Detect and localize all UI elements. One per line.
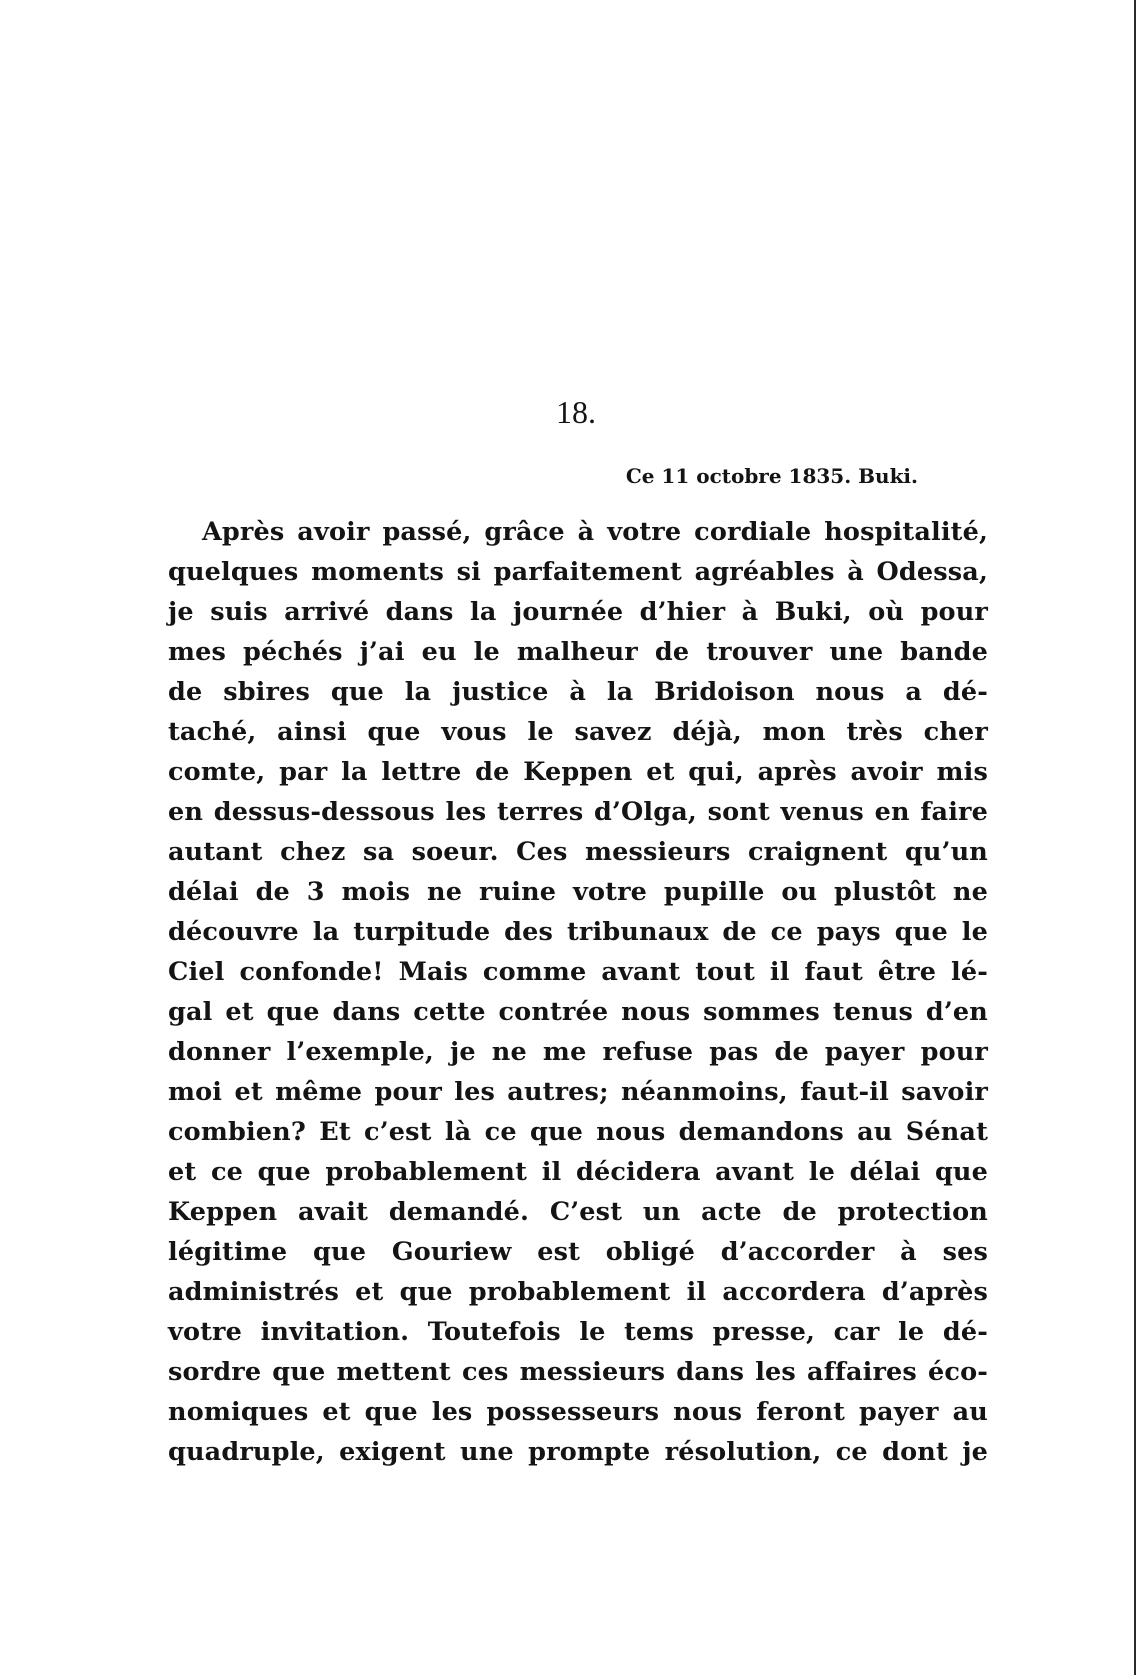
text-line: Après avoir passé, grâce à votre cordiale hospitalité, xyxy=(202,517,988,547)
text-line: délai de 3 mois ne ruine votre pupille ou plustôt ne xyxy=(168,877,988,907)
text-line: Ciel confonde! Mais comme avant tout il faut être lé- xyxy=(168,957,988,987)
text-line: votre invitation. Toutefois le tems presse, car le dé- xyxy=(168,1317,988,1347)
text-line: et ce que probablement il décidera avant le délai que xyxy=(168,1157,988,1187)
text-line: de sbires que la justice à la Bridoison nous a dé- xyxy=(168,677,988,707)
text-line: sordre que mettent ces messieurs dans les affaires éco- xyxy=(168,1357,988,1387)
text-line: nomiques et que les possesseurs nous feront payer au xyxy=(168,1397,988,1427)
text-line: mes péchés j’ai eu le malheur de trouver une bande xyxy=(168,637,988,667)
text-line: Keppen avait demandé. C’est un acte de protection xyxy=(168,1197,988,1227)
text-line: taché, ainsi que vous le savez déjà, mon très cher xyxy=(168,717,988,747)
text-line: gal et que dans cette contrée nous sommes tenus d’en xyxy=(168,997,988,1027)
text-line: comte, par la lettre de Keppen et qui, après avoir mis xyxy=(168,757,988,787)
letter-number: 18. xyxy=(556,394,596,430)
text-line: quadruple, exigent une prompte résolution, ce dont je xyxy=(168,1437,988,1467)
text-line: donner l’exemple, je ne me refuse pas de payer pour xyxy=(168,1037,988,1067)
text-line: découvre la turpitude des tribunaux de ce pays que le xyxy=(168,917,988,947)
text-line: en dessus-dessous les terres d’Olga, sont venus en faire xyxy=(168,797,988,827)
text-line: moi et même pour les autres; néanmoins, faut-il savoir xyxy=(168,1077,988,1107)
text-line: légitime que Gouriew est obligé d’accorder à ses xyxy=(168,1237,988,1267)
text-line: autant chez sa soeur. Ces messieurs craignent qu’un xyxy=(168,837,988,867)
text-line: combien? Et c’est là ce que nous demandons au Sénat xyxy=(168,1117,988,1147)
text-line: je suis arrivé dans la journée d’hier à Buki, où pour xyxy=(168,597,988,627)
page-edge-line xyxy=(1134,0,1136,1675)
text-line: quelques moments si parfaitement agréables à Odessa, xyxy=(168,557,988,587)
letter-body xyxy=(168,512,988,1472)
letter-dateline: Ce 11 octobre 1835. Buki. xyxy=(625,464,918,488)
text-line: administrés et que probablement il accordera d’après xyxy=(168,1277,988,1307)
